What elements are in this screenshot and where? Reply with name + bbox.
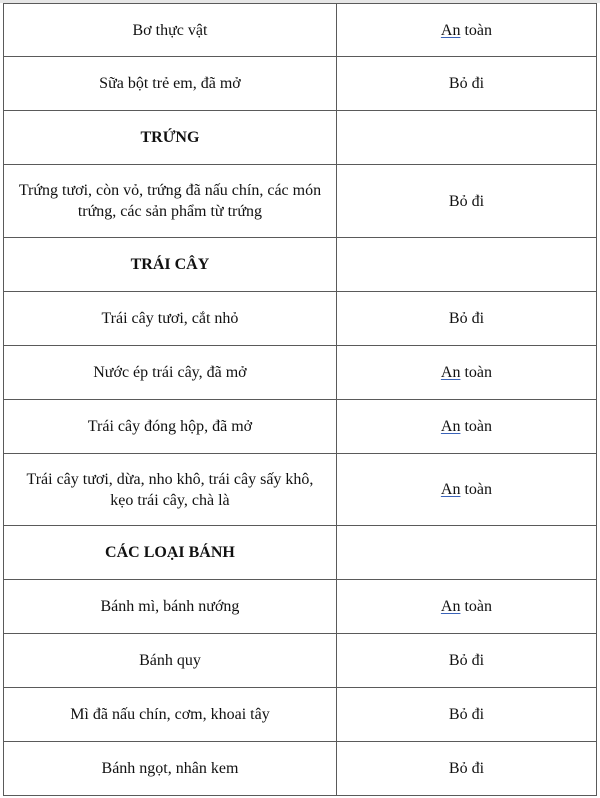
status-cell: Bỏ đi [336, 634, 596, 688]
food-cell: Mì đã nấu chín, cơm, khoai tây [4, 688, 337, 742]
food-cell: Bánh quy [4, 634, 337, 688]
status-cell [336, 111, 596, 165]
food-safety-table [3, 3, 597, 796]
table-row [4, 4, 597, 57]
table-row [4, 580, 597, 634]
status-cell: An toàn [336, 454, 596, 526]
spellcheck-underlined-word: An [440, 481, 461, 498]
food-cell: Bơ thực vật [4, 4, 337, 57]
food-cell: Nước ép trái cây, đã mở [4, 346, 337, 400]
food-cell: Trứng tươi, còn vỏ, trứng đã nấu chín, các món trứng, các sản phẩm từ trứng [4, 165, 337, 238]
status-cell: Bỏ đi [336, 292, 596, 346]
status-cell [336, 526, 596, 580]
table-row [4, 634, 597, 688]
food-cell: Bánh ngọt, nhân kem [4, 742, 337, 796]
food-cell: Bánh mì, bánh nướng [4, 580, 337, 634]
category-heading: TRÁI CÂY [4, 238, 337, 292]
category-row [4, 526, 597, 580]
category-heading: TRỨNG [4, 111, 337, 165]
table-row [4, 742, 597, 796]
status-cell: Bỏ đi [336, 742, 596, 796]
status-cell [336, 238, 596, 292]
category-heading: CÁC LOẠI BÁNH [4, 526, 337, 580]
table-row [4, 57, 597, 111]
spellcheck-underlined-word: An [440, 21, 461, 39]
status-cell: Bỏ đi [336, 57, 596, 111]
table-row [4, 292, 597, 346]
table-row [4, 346, 597, 400]
table-row [4, 165, 597, 238]
status-cell: An toàn [336, 4, 596, 57]
spellcheck-underlined-word: An [440, 418, 461, 435]
spellcheck-underlined-word: An [440, 598, 461, 615]
food-cell: Sữa bột trẻ em, đã mở [4, 57, 337, 111]
status-cell: Bỏ đi [336, 688, 596, 742]
food-cell: Trái cây tươi, cắt nhỏ [4, 292, 337, 346]
food-cell: Trái cây tươi, dừa, nho khô, trái cây sấy khô, kẹo trái cây, chà là [4, 454, 337, 526]
status-cell: An toàn [336, 580, 596, 634]
category-row [4, 111, 597, 165]
status-cell: An toàn [336, 346, 596, 400]
status-cell: Bỏ đi [336, 165, 596, 238]
status-cell: An toàn [336, 400, 596, 454]
table-row [4, 400, 597, 454]
spellcheck-underlined-word: An [440, 364, 461, 381]
category-row [4, 238, 597, 292]
table-row [4, 688, 597, 742]
table-row [4, 454, 597, 526]
food-cell: Trái cây đóng hộp, đã mở [4, 400, 337, 454]
